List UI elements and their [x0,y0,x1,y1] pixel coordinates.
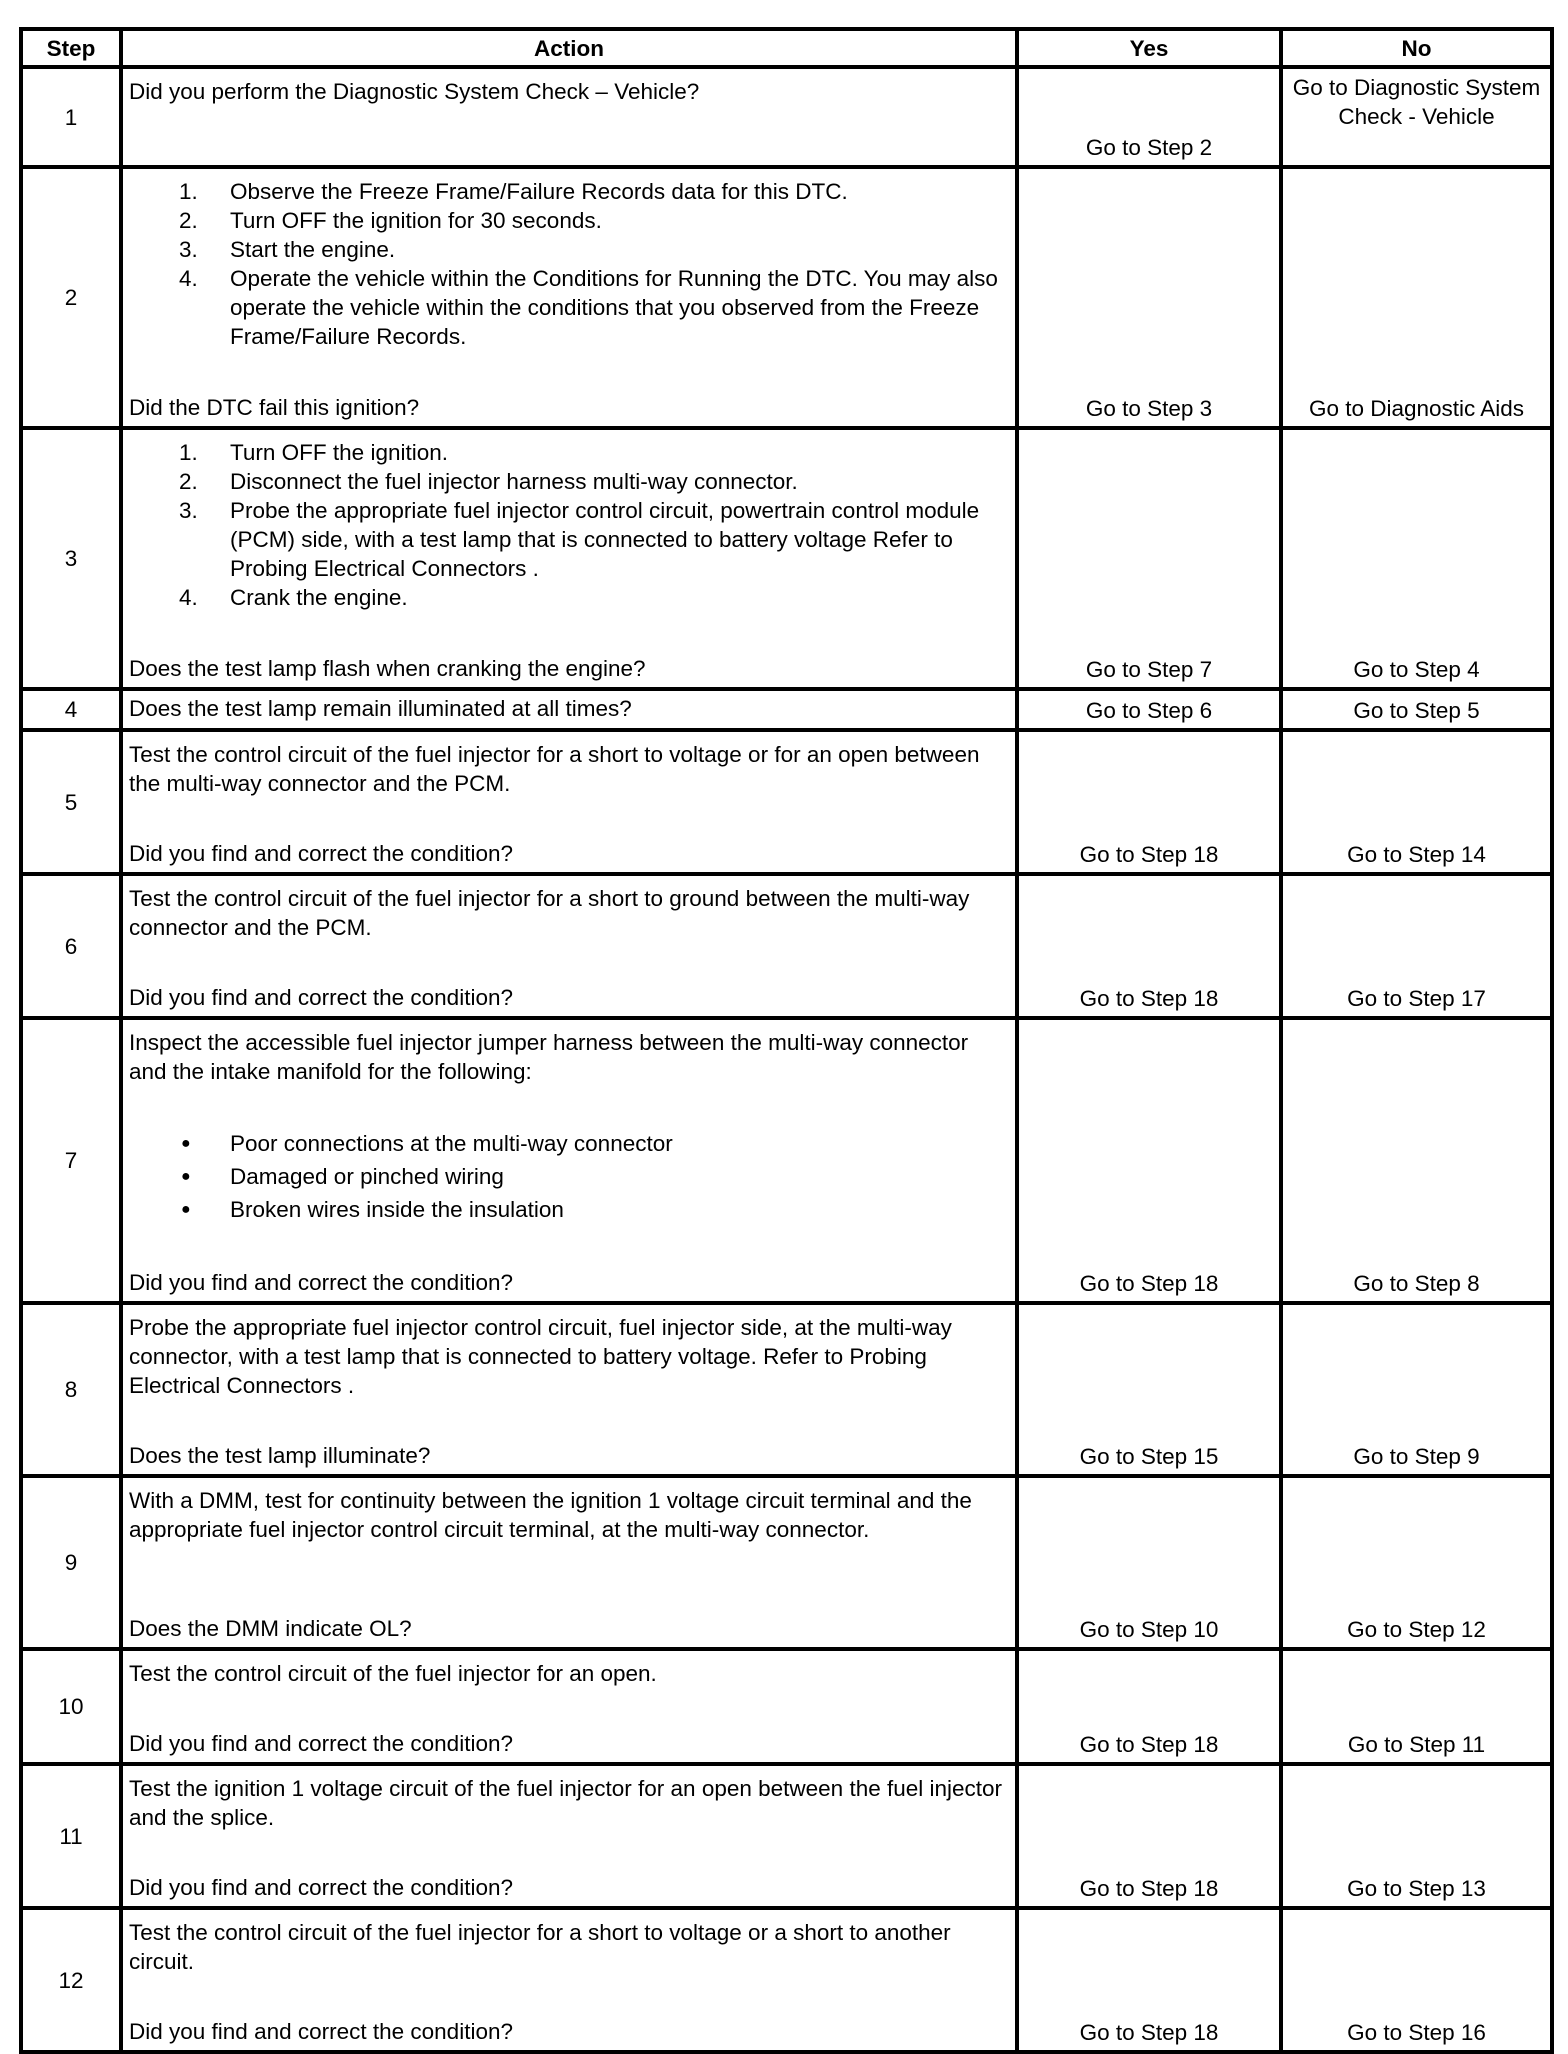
action-cell [121,428,1017,689]
action-cell [121,1649,1017,1764]
table-row [21,730,1552,874]
yes-cell: Go to Step 2 [1017,67,1281,167]
list-item: 2. Disconnect the fuel injector harness multi-way connector. [179,469,798,494]
step-number: 7 [21,1018,121,1303]
question-text: Did you find and correct the condition? [129,1731,513,1756]
no-cell: Go to Step 17 [1281,874,1552,1018]
question-text: Does the DMM indicate OL? [129,1616,412,1641]
no-cell: Go to Step 14 [1281,730,1552,874]
no-cell: Go to Step 4 [1281,428,1552,689]
action-text: Test the control circuit of the fuel injector for an open. [129,1661,657,1686]
header-action: Action [121,29,1017,67]
yes-cell: Go to Step 10 [1017,1476,1281,1649]
table-row [21,689,1552,730]
yes-cell: Go to Step 7 [1017,428,1281,689]
yes-cell: Go to Step 18 [1017,730,1281,874]
header-yes: Yes [1017,29,1281,67]
step-number: 3 [21,428,121,689]
table-row [21,1908,1552,2052]
step-number: 4 [21,689,121,730]
table-row [21,428,1552,689]
action-text: Does the test lamp remain illuminated at all times? [121,689,1017,730]
question-text: Does the test lamp illuminate? [129,1443,431,1468]
step-number: 1 [21,67,121,167]
list-item: 3. Start the engine. [179,237,396,262]
yes-cell: Go to Step 3 [1017,167,1281,428]
step-number: 8 [21,1303,121,1476]
action-text: Test the control circuit of the fuel injector for a short to voltage or a short to another circuit. [129,1920,951,1974]
no-cell: Go to Step 16 [1281,1908,1552,2052]
list-item: ● Broken wires inside the insulation [129,1193,1009,1226]
question-text: Did you find and correct the condition? [129,841,513,866]
no-cell: Go to Step 8 [1281,1018,1552,1303]
no-cell: Go to Step 13 [1281,1764,1552,1908]
no-cell: Go to Step 11 [1281,1649,1552,1764]
action-cell [121,1908,1017,2052]
table-row [21,67,1552,167]
procedure-list [129,438,1009,612]
action-text: Test the control circuit of the fuel injector for a short to ground between the multi-way connector and the PCM. [129,886,970,940]
action-cell [121,167,1017,428]
action-cell [121,1476,1017,1649]
inspection-list [129,1127,1009,1226]
list-item: 1. Turn OFF the ignition. [179,440,449,465]
question-text: Did you find and correct the condition? [129,985,513,1010]
yes-cell: Go to Step 15 [1017,1303,1281,1476]
table-row [21,1764,1552,1908]
diagnostic-table-sheet [19,27,1554,2054]
step-number: 2 [21,167,121,428]
action-cell [121,730,1017,874]
question-text: Did you find and correct the condition? [129,1270,513,1295]
yes-cell: Go to Step 18 [1017,1764,1281,1908]
action-cell [121,874,1017,1018]
list-item: 1. Observe the Freeze Frame/Failure Records data for this DTC. [179,179,848,204]
header-no: No [1281,29,1552,67]
no-cell: Go to Step 5 [1281,689,1552,730]
header-row [21,29,1552,67]
action-cell [121,1303,1017,1476]
yes-cell: Go to Step 18 [1017,1018,1281,1303]
action-cell [121,1764,1017,1908]
step-number: 12 [21,1908,121,2052]
step-number: 6 [21,874,121,1018]
step-number: 10 [21,1649,121,1764]
action-text: Did you perform the Diagnostic System Check – Vehicle? [121,67,1017,167]
action-text: Test the ignition 1 voltage circuit of the fuel injector for an open between the fuel injector and the splice. [129,1776,1003,1830]
no-cell: Go to Step 9 [1281,1303,1552,1476]
list-item: ● Damaged or pinched wiring [129,1160,1009,1193]
question-text: Did the DTC fail this ignition? [129,395,420,420]
action-text: Inspect the accessible fuel injector jumper harness between the multi-way connector and the intake manifold for the following: [129,1030,969,1084]
table-row [21,167,1552,428]
action-cell [121,1018,1017,1303]
yes-cell: Go to Step 18 [1017,1649,1281,1764]
yes-cell: Go to Step 18 [1017,1908,1281,2052]
table-row [21,1476,1552,1649]
step-number: 9 [21,1476,121,1649]
question-text: Does the test lamp flash when cranking the engine? [129,656,646,681]
question-text: Did you find and correct the condition? [129,2019,513,2044]
table-row [21,1303,1552,1476]
diagnostic-table [19,27,1554,2054]
header-step: Step [21,29,121,67]
no-cell: Go to Diagnostic System Check - Vehicle [1281,67,1552,167]
table-row [21,874,1552,1018]
list-item: 2. Turn OFF the ignition for 30 seconds. [179,208,602,233]
yes-cell: Go to Step 6 [1017,689,1281,730]
question-text: Did you find and correct the condition? [129,1875,513,1900]
no-cell: Go to Step 12 [1281,1476,1552,1649]
list-item: 3. Probe the appropriate fuel injector control circuit, powertrain control module (PCM) side, with a test lamp that is connected to battery voltage Refer to Probing Electrical Connectors . [179,498,980,581]
step-number: 5 [21,730,121,874]
list-item: ● Poor connections at the multi-way connector [129,1127,1009,1160]
yes-cell: Go to Step 18 [1017,874,1281,1018]
table-row [21,1018,1552,1303]
list-item: 4. Crank the engine. [179,585,408,610]
procedure-list [129,177,1009,351]
list-item: 4. Operate the vehicle within the Conditions for Running the DTC. You may also operate the vehicle within the conditions that you observed from the Freeze Frame/Failure Records. [179,266,998,349]
step-number: 11 [21,1764,121,1908]
action-text: Test the control circuit of the fuel injector for a short to voltage or for an open between the multi-way connector and the PCM. [129,742,980,796]
action-text: With a DMM, test for continuity between the ignition 1 voltage circuit terminal and the appropriate fuel injector control circuit terminal, at the multi-way connector. [129,1488,972,1542]
no-cell: Go to Diagnostic Aids [1281,167,1552,428]
table-row [21,1649,1552,1764]
action-text: Probe the appropriate fuel injector control circuit, fuel injector side, at the multi-way connector, with a test lamp that is connected to battery voltage. Refer to Probing Electrical Connectors . [129,1315,952,1398]
